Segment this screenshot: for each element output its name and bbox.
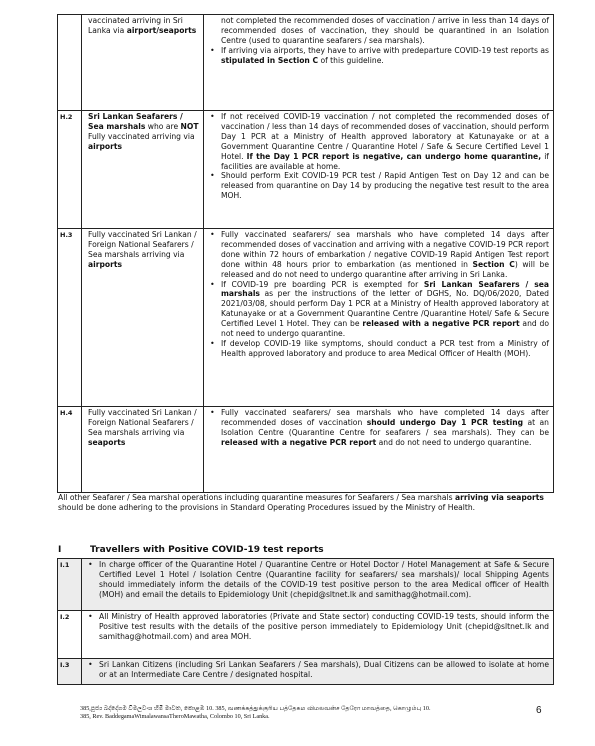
row-number: I.2 (58, 611, 82, 659)
guideline-item: • If develop COVID-19 like symptoms, should conduct a PCR test from a Ministry of Health approved laboratory and produce to area Medical Officer of Health (MOH). (221, 339, 549, 359)
row-guidelines (82, 611, 554, 659)
seafarer-guidelines-table (57, 14, 554, 493)
row-guidelines (82, 559, 554, 611)
section-numeral: I (58, 545, 62, 555)
table-row (58, 407, 554, 493)
row-number: I.1 (58, 559, 82, 611)
table-row (58, 659, 554, 685)
positive-reports-table (57, 558, 554, 685)
row-number: H.3 (58, 229, 82, 407)
row-category: vaccinated arriving in Sri Lanka via airport/seaports (82, 15, 204, 111)
guideline-list (208, 230, 549, 359)
guideline-list (208, 112, 549, 201)
guideline-list (86, 560, 549, 600)
table-row (58, 15, 554, 111)
row-category: Sri Lankan Seafarers / Sea marshals who are NOT Fully vaccinated arriving via airports (82, 111, 204, 229)
row-number: H.2 (58, 111, 82, 229)
guideline-item: • If arriving via airports, they have to arrive with predeparture COVID-19 test reports as stipulated in Section C of this guideline. (221, 46, 549, 66)
guideline-item: • Fully vaccinated seafarers/ sea marshals who have completed 14 days after recommended doses of vaccination should undergo Day 1 PCR testing at an Isolation Centre (Quarantine Centre for seafarers / sea marshals). They can be released with a negative PCR report and do not need to undergo quarantine. (221, 408, 549, 448)
row-guidelines (82, 659, 554, 685)
guideline-list (208, 408, 549, 448)
section-heading (58, 546, 324, 556)
row-guidelines (204, 229, 554, 407)
address-local-language: 385,පූජ්‍ය බද්දේගම විමලවංශ හිමි මාවත, කොළඹ 10. 385, வணக்கத்துக்குரிய பத்தேகம விமலவன்ச தேரோ மாவத்தை, கொழும்பு 10. (80, 705, 431, 712)
section-title: Travellers with Positive COVID-19 test reports (90, 545, 324, 555)
guideline-item: • Fully vaccinated seafarers/ sea marshals who have completed 14 days after recommended doses of vaccination and arriving with a negative COVID-19 PCR report done within 72 hours of embarkation / negative COVID-19 Rapid Antigen Test report done within 48 hours prior to embarkation (as mentioned in Section C) will be released and do not need to undergo quarantine after arriving in Sri Lanka. (221, 230, 549, 280)
row-number: H.4 (58, 407, 82, 493)
guideline-item: not completed the recommended doses of vaccination / arrive in less than 14 days of recommended doses of vaccination, they should be quarantined in an Isolation Centre (used to quarantine seafarers / sea marshals). (221, 16, 549, 45)
table-row (58, 559, 554, 611)
row-guidelines (204, 407, 554, 493)
row-category: Fully vaccinated Sri Lankan / Foreign National Seafarers / Sea marshals arriving via airports (82, 229, 204, 407)
guideline-item: • If not received COVID-19 vaccination / not completed the recommended doses of vaccination / less than 14 days of recommended doses of vaccination, should perform Day 1 PCR at a Ministry of Health approved laboratory at Katunayake or at a Government Quarantine Centre / Quarantine Hotel / Safe & Secure Certified Level 1 Hotel. If the Day 1 PCR report is negative, can undergo home quarantine, if facilities are available at home. (221, 112, 549, 171)
table-row (58, 229, 554, 407)
guideline-item: • Should perform Exit COVID-19 PCR test / Rapid Antigen Test on Day 12 and can be released from quarantine on Day 14 by producing the negative test result to the area MOH. (221, 171, 549, 201)
guideline-item: • All Ministry of Health approved laboratories (Private and State sector) conducting COVID-19 tests, should inform the Positive test results with the details of the positive person immediately to Epidemiology Unit (chepid@sltnet.lk and samithag@hotmail.com) and area MOH. (99, 612, 549, 642)
row-guidelines (204, 111, 554, 229)
table-row (58, 611, 554, 659)
row-guidelines (204, 15, 554, 111)
row-number: I.3 (58, 659, 82, 685)
row-category: Fully vaccinated Sri Lankan / Foreign National Seafarers / Sea marshals arriving via seaports (82, 407, 204, 493)
address-english: 385, Rev. BaddegamaWimalawansaTheroMawatha, Colombo 10, Sri Lanka. (80, 713, 270, 720)
guideline-item: • If COVID-19 pre boarding PCR is exempted for Sri Lankan Seafarers / sea marshals as per the instructions of the letter of DGHS, No. DQ/06/2020, Dated 2021/03/08, should perform Day 1 PCR at a Ministry of Health approved laboratory at Katunayake or at a Government Quarantine Centre /Quarantine Hotel/ Safe & Secure Certified Level 1 Hotel. They can be released with a negative PCR report and do not need to undergo quarantine. (221, 280, 549, 339)
guideline-list (86, 612, 549, 642)
guideline-item: • In charge officer of the Quarantine Hotel / Quarantine Centre or Hotel Doctor / Hotel Management at Safe & Secure Certified Level 1 Hotel / Isolation Centre (Quarantine facility for seafarers/ sea marshals)/ local Shipping Agents should immediately inform the details of the COVID-19 test positive person to the area Medical officer of Health (MOH) and email the details to Epidemiology Unit (chepid@sltnet.lk and samithag@hotmail.com). (99, 560, 549, 600)
guideline-item: • Sri Lankan Citizens (including Sri Lankan Seafarers / Sea marshals), Dual Citizens can be allowed to isolate at home or at an Intermediate Care Centre / designated hospital. (99, 660, 549, 680)
seaport-operations-paragraph: All other Seafarer / Sea marshal operations including quarantine measures for Seafarers / Sea marshals arriving via seaports should be done adhering to the provisions in Standard Operating Procedures issued by the Ministry of Health. (58, 493, 544, 512)
guideline-list (86, 660, 549, 680)
guideline-list (208, 16, 549, 66)
table-row (58, 111, 554, 229)
row-number (58, 15, 82, 111)
address-footer (80, 705, 431, 721)
page-number: 6 (536, 705, 542, 716)
